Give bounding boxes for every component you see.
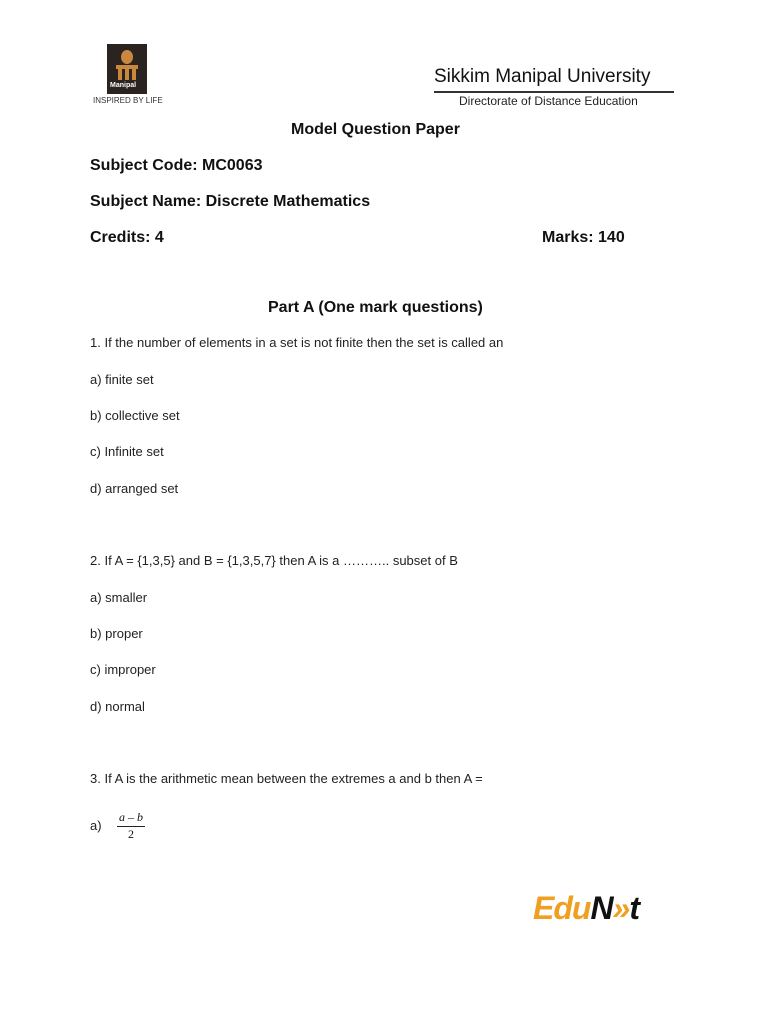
marks: Marks: 140 — [542, 229, 625, 246]
section-heading: Part A (One mark questions) — [268, 299, 483, 316]
university-name: Sikkim Manipal University — [434, 66, 651, 87]
option: b) collective set — [90, 408, 180, 423]
fraction-denominator: 2 — [128, 827, 134, 841]
logo-part: » — [612, 890, 630, 926]
logo-tagline: INSPIRED BY LIFE — [93, 96, 163, 105]
logo-text: Manipal — [110, 82, 137, 89]
page-title: Model Question Paper — [291, 121, 460, 138]
fraction — [117, 810, 145, 842]
option-label: a) — [90, 818, 102, 833]
subject-name: Subject Name: Discrete Mathematics — [90, 193, 371, 210]
logo-part: t — [629, 890, 639, 926]
credits: Credits: 4 — [90, 229, 164, 246]
divider — [434, 91, 674, 93]
option: b) proper — [90, 626, 143, 641]
subject-code: Subject Code: MC0063 — [90, 157, 263, 174]
option: a) finite set — [90, 372, 154, 387]
edunext-logo — [533, 890, 639, 927]
question-2: 2. If A = {1,3,5} and B = {1,3,5,7} then A is a ……….. subset of B — [90, 553, 458, 568]
question-3: 3. If A is the arithmetic mean between the extremes a and b then A = — [90, 771, 483, 786]
directorate: Directorate of Distance Education — [459, 94, 638, 108]
option: a) smaller — [90, 590, 148, 605]
fraction-numerator: a – b — [117, 810, 145, 827]
logo-part: Edu — [533, 890, 591, 926]
logo-part: N — [590, 890, 613, 926]
option: c) Infinite set — [90, 444, 164, 459]
option: c) improper — [90, 662, 156, 677]
option: d) arranged set — [90, 481, 179, 496]
manipal-logo — [107, 44, 147, 94]
option: d) normal — [90, 699, 145, 714]
question-1: 1. If the number of elements in a set is not finite then the set is called an — [90, 335, 504, 350]
